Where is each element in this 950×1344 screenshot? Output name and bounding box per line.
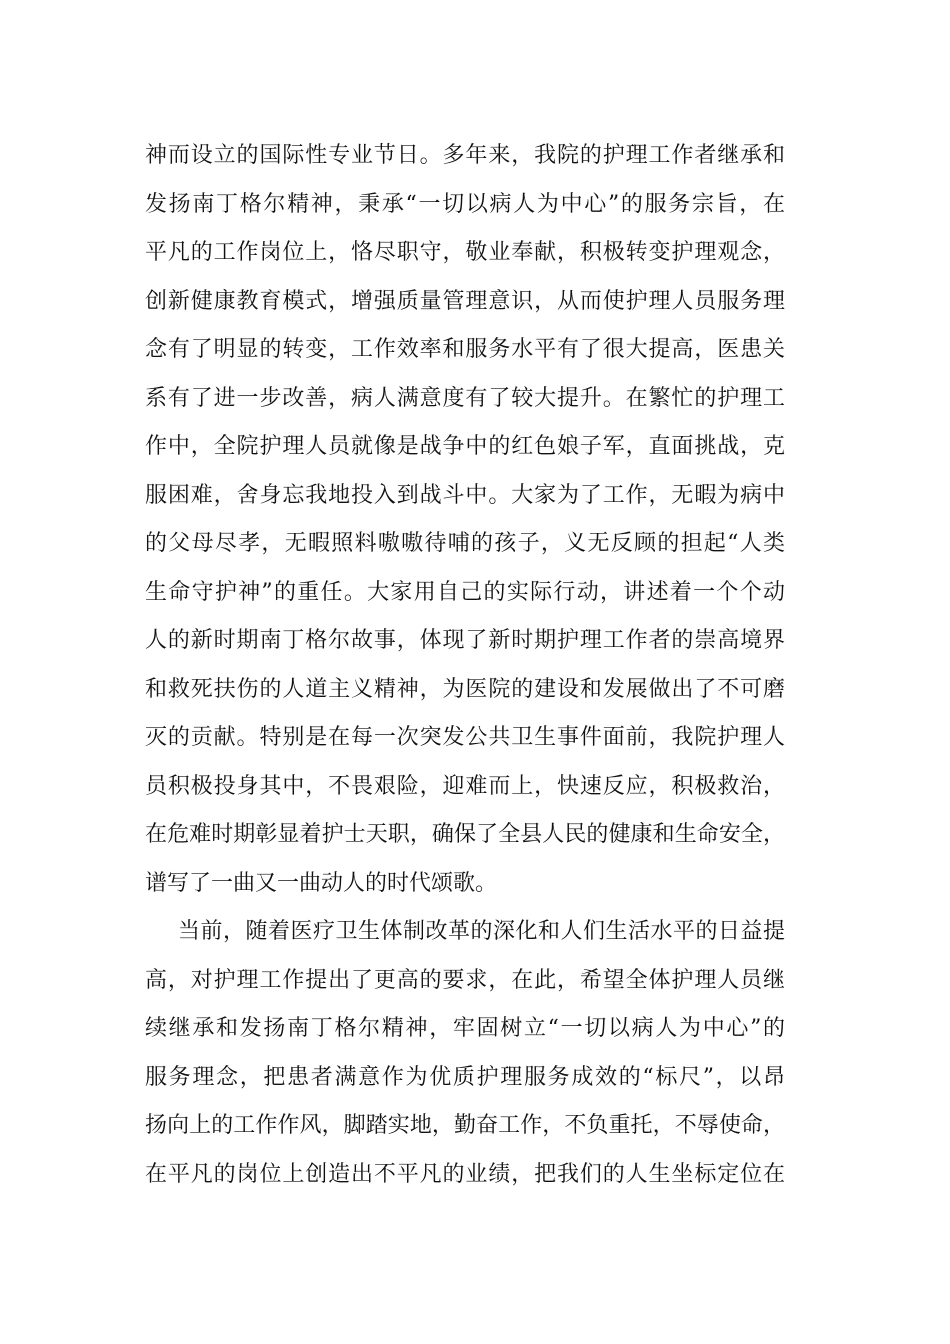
text-line: 续继承和发扬南丁格尔精神，牢固树立“一切以病人为中心”的	[145, 1016, 785, 1041]
text-line: 人的新时期南丁格尔故事，体现了新时期护理工作者的崇高境界	[145, 628, 785, 653]
text-line: 发扬南丁格尔精神，秉承“一切以病人为中心”的服务宗旨，在	[145, 191, 785, 217]
text-line: 神而设立的国际性专业节日。多年来，我院的护理工作者继承和	[145, 143, 785, 168]
text-line: 平凡的工作岗位上，恪尽职守，敬业奉献，积极转变护理观念，	[145, 240, 785, 265]
text-line: 在平凡的岗位上创造出不平凡的业绩，把我们的人生坐标定位在	[145, 1161, 785, 1187]
text-line: 创新健康教育模式，增强质量管理意识，从而使护理人员服务理	[145, 288, 785, 314]
text-line: 员积极投身其中，不畏艰险，迎难而上，快速反应，积极救治，	[145, 773, 785, 799]
text-line: 服困难，舍身忘我地投入到战斗中。大家为了工作，无暇为病中	[145, 482, 785, 508]
text-line: 生命守护神”的重任。大家用自己的实际行动，讲述着一个个动	[145, 579, 785, 605]
paragraph	[145, 132, 785, 908]
text-line: 念有了明显的转变，工作效率和服务水平有了很大提高，医患关	[145, 337, 785, 362]
text-line: 谱写了一曲又一曲动人的时代颂歌。	[145, 870, 498, 896]
text-line: 当前，随着医疗卫生体制改革的深化和人们生活水平的日益提	[178, 919, 785, 944]
text-line: 的父母尽孝，无暇照料嗷嗷待哺的孩子，义无反顾的担起“人类	[145, 531, 785, 556]
paragraph	[145, 908, 785, 1199]
text-line: 灭的贡献。特别是在每一次突发公共卫生事件面前，我院护理人	[145, 725, 785, 750]
text-line: 作中，全院护理人员就像是战争中的红色娘子军，直面挑战，克	[145, 434, 785, 459]
text-line: 系有了进一步改善，病人满意度有了较大提升。在繁忙的护理工	[145, 385, 785, 411]
body-text	[145, 132, 785, 1199]
text-line: 服务理念，把患者满意作为优质护理服务成效的“标尺”，以昂	[145, 1064, 785, 1090]
text-line: 和救死扶伤的人道主义精神，为医院的建设和发展做出了不可磨	[145, 676, 785, 702]
text-line: 高，对护理工作提出了更高的要求，在此，希望全体护理人员继	[145, 967, 785, 993]
text-line: 扬向上的工作作风，脚踏实地，勤奋工作，不负重托，不辱使命，	[145, 1113, 785, 1138]
text-line: 在危难时期彰显着护士天职，确保了全县人民的健康和生命安全，	[145, 822, 785, 847]
